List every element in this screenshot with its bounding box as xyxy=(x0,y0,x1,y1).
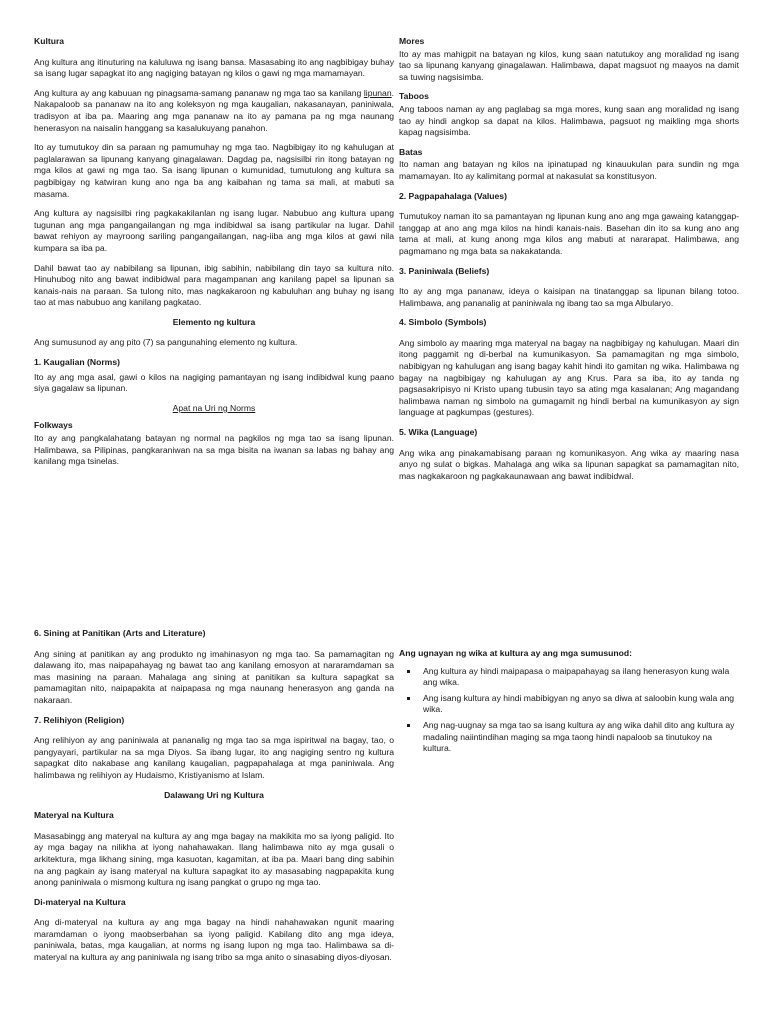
lipunan-link: lipunan xyxy=(363,87,392,98)
taboos-text: Ang taboos naman ay ang paglabag sa mga mores, kung saan ang moralidad ng isang tao ay hindi angkop sa dapat na kilos. Halimbawa, pagsuot ng maikling mga shorts kapag nagsisimba. xyxy=(399,103,739,138)
ugnayan-title: Ang ugnayan ng wika at kultura ay ang mga sumusunod: xyxy=(399,648,633,658)
kultura-paragraph-2: Ang kultura ay ang kabuuan ng pinagsama-samang pananaw ng mga tao sa kanilang lipunan. Nakapaloob sa pananaw na ito ang koleksyon ng mga kaugalian, nakasanayan, paniniwala, tradisyon at iba pa. Maaring ang mga pananaw na ito ay pamana pa ng mga naunang henerasyon na naisalin hanggang sa kasalukuyang panahon. xyxy=(34,87,394,133)
batas-text: Ito naman ang batayan ng kilos na ipinatupad ng kinauukulan para sundin ng mga mamamayan. Ito ay kalimitang pormal at nakasulat sa konstitusyon. xyxy=(399,159,739,181)
left-column-top xyxy=(34,36,394,476)
values-text: Tumutukoy naman ito sa pamantayan ng lipunan kung ano ang mga gawaing katanggap-tanggap at ano ang mga kilos na hindi kanais-nais. Basehan din ito sa kung ano ang tama at mali, at kung anong mga kilos ang mabuti at nararapat. Halimbawa, ang pagmamano ng mga bata sa nakakatanda. xyxy=(399,211,739,256)
mores-title: Mores xyxy=(399,36,425,46)
kaugalian-title: 1. Kaugalian (Norms) xyxy=(34,357,120,368)
materyal-title: Materyal na Kultura xyxy=(34,810,114,821)
list-item: ▪ Ang nag-uugnay sa mga tao sa isang kultura ay ang wika dahil dito ang kultura ay madaling naiintindihan maging sa mga taong hindi napaloob sa tinutukoy na kultura. xyxy=(419,720,739,755)
kultura-paragraph-5: Dahil bawat tao ay nabibilang sa lipunan, ibig sabihin, nabibilang din tayo sa kultura nito. Hinuhubog nito ang bawat indibidwal para magampanan ang kanilang papel sa lipunan sa kanais-nais na paraan. Sa tulong nito, mas nagkakaroon ng kabuluhan ang buhay ng isang tao at mas nabubuo ang kanilang pagkatao. xyxy=(34,262,394,308)
materyal-text: Masasabingg ang materyal na kultura ay ang mga bagay na makikita mo sa iyong paligid. Ito ay mga bagay na nilikha at iyong nahahawakan. Ilang halimbawa nito ay mga gusali o arkitektura, mga likhang sining, mga kasuotan, kagamitan, at iba pa. Maari bang ding sabihin na ang pagkain ay isang materyal na kultura sapagkat ito ay masasabing nagpapakita kung anong paniniwala o mismong kultura ng isang pangkat o grupo ng mga tao. xyxy=(34,830,394,888)
mores-text: Ito ay mas mahigpit na batayan ng kilos, kung saan natutukoy ang moralidad ng isang tao sa lipunang kanyang ginagalawan. Halimbawa, dapat magsuot ng maayos na damit sa tuwing nagsisimba. xyxy=(399,48,739,82)
sining-title: 6. Sining at Panitikan (Arts and Literature) xyxy=(34,628,206,638)
section-title-kultura: Kultura xyxy=(34,36,65,46)
values-title: 2. Pagpapahalaga (Values) xyxy=(399,190,507,201)
apat-na-uri-title: Apat na Uri ng Norms xyxy=(172,402,256,413)
beliefs-title: 3. Paniniwala (Beliefs) xyxy=(399,265,490,276)
folkways-text: Ito ay ang pangkalahatang batayan ng normal na pagkilos ng mga tao sa isang lipunan. Halimbawa, sa Pilipinas, pangkaraniwan na sa mga bisita na iwanan sa labas ng bahay ang kanilang mga tsinelas. xyxy=(34,433,394,467)
list-item: ▪ Ang kultura ay hindi maipapasa o maipapahayag sa ilang henerasyon kung wala ang wika. xyxy=(419,666,739,689)
kultura-paragraph-3: Ito ay tumutukoy din sa paraan ng pamumuhay ng mga tao. Nagbibigay ito ng kahulugan at paglalarawan sa lipunang kanyang ginagalawan. Dagdag pa, nagsisilbi rin itong batayan ng mga kilos at gawi ng mga tao. Sa isang lipunan o kumunidad, tumutulong ang kultura sa pagbibigay ng katwiran kung ano nga ba ang kaibahan ng tama sa mali, at mabuti sa masama. xyxy=(34,142,394,199)
relihiyon-text: Ang relihiyon ay ang paniniwala at pananalig ng mga tao sa mga ispiritwal na bagay, tao, o pangyayari, partikular na sa mga Diyos. Sa ibang lugar, ito ang nagiging sentro ng kultura sapagkat dito nakabase ang kanilang kaugalian, pagpapahalaga at mga paniniwala. Ang halimbawa ng relihiyon ay Hudaismo, Kristiyanismo at Islam. xyxy=(34,735,394,780)
folkways-title: Folkways xyxy=(34,420,73,431)
right-column-top xyxy=(399,36,739,490)
dimateryal-title: Di-materyal na Kultura xyxy=(34,896,126,907)
elemento-intro: Ang sumusunod ay ang pito (7) sa pangunahing elemento ng kultura. xyxy=(34,337,298,348)
list-item: ▪ Ang isang kultura ay hindi mabibigyan ng anyo sa diwa at saloobin kung wala ang wika. xyxy=(419,693,739,716)
beliefs-text: Ito ay ang mga pananaw, ideya o kaisipan na tinatanggap sa lipunan bilang totoo. Halimbawa, ang pananalig at paniniwala ng ibang tao sa mga Albularyo. xyxy=(399,286,739,308)
kultura-paragraph-1: Ang kultura ang itinuturing na kaluluwa ng isang bansa. Masasabing ito ang nagbibigay buhay sa isang lugar sapagkat ito ang nagiging batayan ng kilos o gawi ng mga mamamayan. xyxy=(34,56,394,79)
dimateryal-text: Ang di-materyal na kultura ay ang mga bagay na hindi nahahawakan ngunit maaring maramdaman o iyong maobserbahan sa iyong paligid. Kabilang dito ang mga ideya, paniniwala, batas, mga kaugalian, at norms ng isang lupon ng mga tao. Halimbawa sa di-materyal na kultura ay ang paniniwala ng isang tribo sa mga anito o sinasabing diyos-diyosan. xyxy=(34,917,394,963)
taboos-title: Taboos xyxy=(399,91,429,102)
section-title-elemento: Elemento ng kultura xyxy=(172,316,256,327)
symbols-title: 4. Simbolo (Symbols) xyxy=(399,317,487,328)
right-column-bottom xyxy=(399,648,739,759)
kaugalian-text: Ito ay ang mga asal, gawi o kilos na nagiging pamantayan ng isang indibidwal kung paano siya gagalaw sa lipunan. xyxy=(34,371,394,394)
left-column-bottom xyxy=(34,628,394,972)
dalawang-uri-title: Dalawang Uri ng Kultura xyxy=(164,789,264,800)
wika-title: 5. Wika (Language) xyxy=(399,427,478,438)
kultura-paragraph-4: Ang kultura ay nagsisilbi ring pagkakakilanlan ng isang lugar. Nabubuo ang kultura upang tugunan ang mga pangangailangan ng mga indibidwal sa isang partikular na lugar. Dahil bawat rehiyon ay mayroong sariling pangangailangan, nag-iiba ang mga kilos at gawi nila kumpara sa iba pa. xyxy=(34,208,394,253)
sining-text: Ang sining at panitikan ay ang produkto ng imahinasyon ng mga tao. Sa pamamagitan ng dalawang ito, mas naipapahayag ng bawat tao ang kanilang emosyon at nararamdaman sa mas masining na paraan. Mahalaga ang sining at panitikan sa kultura sapagkat sa pamamagitan nito, naipapakita at naipapasa ng mga naunang henerasyon ang ganda na nakaraan. xyxy=(34,648,394,705)
batas-title: Batas xyxy=(399,146,423,157)
ugnayan-list xyxy=(399,666,739,755)
relihiyon-title: 7. Relihiyon (Religion) xyxy=(34,714,125,725)
wika-text: Ang wika ang pinakamabisang paraan ng komunikasyon. Ang wika ay maaring nasa anyo ng sulat o bigkas. Mahalaga ang wika sa lipunan sapagkat sa pamamagitan nito, mas nagkakaroon ng pagkakaunawaan ang bawat indibidwal. xyxy=(399,447,739,481)
symbols-text: Ang simbolo ay maaring mga materyal na bagay na nagbibigay ng kahulugan. Maari din itong paggamit ng di-berbal na kumunikasyon. Sa pamamagitan ng mga simbolo, nabibigyan ng kahulugan ang isang bagay kahit hindi ito gamitan ng wika. Halimbawa ng bagay na nagbibigay ng kahulugan ay ang Krus. Para sa iba, ito ay tanda ng pagsasakripisyo ni Kristo upang tubusin tayo sa ating mga kasalanan; Ang magandang halimbawa naman ng simbolo na gumagamit ng hindi berbal na kumunikasyon ay sign language at pagkumpas (gestures). xyxy=(399,337,739,418)
